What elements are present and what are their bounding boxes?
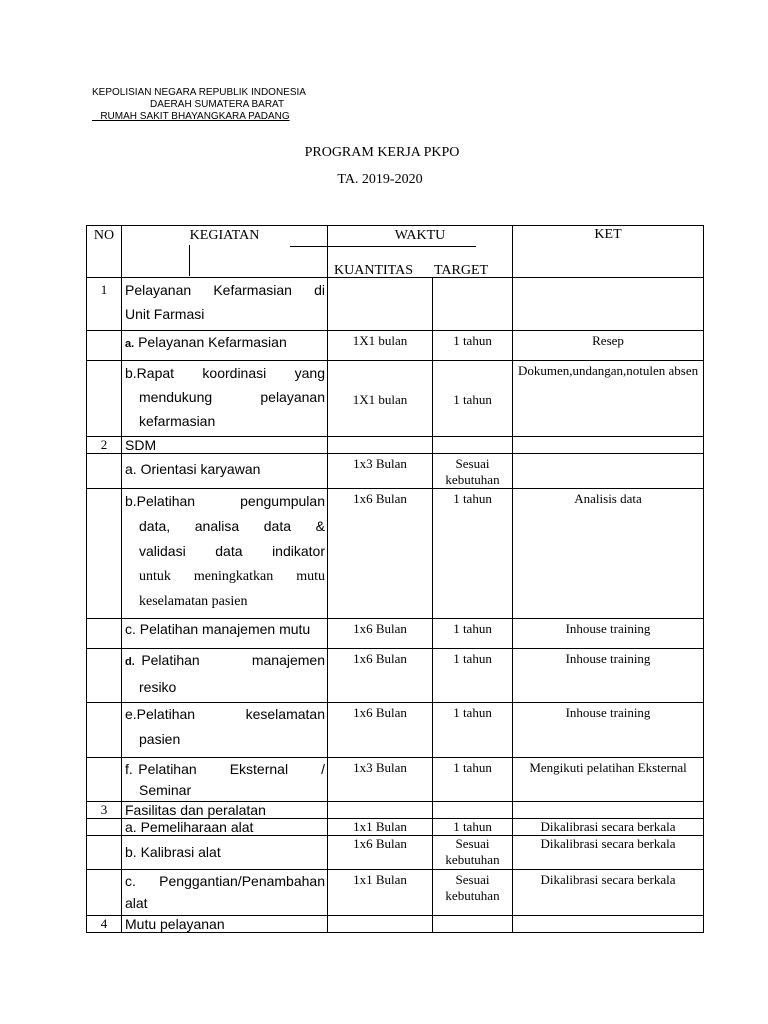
header-target: TARGET — [434, 263, 489, 278]
institution-line-1: KEPOLISIAN NEGARA REPUBLIK INDONESIA — [92, 87, 306, 98]
row-kegiatan — [122, 703, 328, 758]
row-kuantitas: 1X1 bulan — [328, 361, 433, 437]
row-kegiatan: a. Pemeliharaan alat — [122, 819, 328, 836]
row-no — [87, 758, 122, 802]
row-kuantitas: 1x6 Bulan — [328, 489, 433, 619]
kegiatan-line: f. Pelatihan Eksternal / — [125, 761, 325, 777]
institution-line-3: RUMAH SAKIT BHAYANGKARA PADANG — [92, 111, 290, 122]
table-row — [87, 331, 704, 361]
kegiatan-line: kefarmasian — [139, 413, 216, 429]
kegiatan-line — [125, 650, 325, 672]
row-target: Sesuai kebutuhan — [433, 454, 513, 489]
row-kuantitas — [328, 802, 433, 819]
kegiatan-line: mendukung pelayanan — [139, 389, 325, 405]
row-target: Sesuai kebutuhan — [433, 836, 513, 870]
row-target: 1 tahun — [433, 489, 513, 619]
row-no — [87, 489, 122, 619]
kegiatan-line: b.Rapat koordinasi yang — [125, 365, 325, 381]
row-ket — [513, 802, 704, 819]
table-row — [87, 454, 704, 489]
kegiatan-text: Pelayanan Kefarmasian — [138, 334, 287, 350]
kegiatan-line: c. Penggantian/Penambahan — [125, 873, 325, 889]
row-no — [87, 361, 122, 437]
row-ket: Inhouse training — [513, 619, 704, 649]
kegiatan-line: Unit Farmasi — [125, 306, 205, 322]
table-row — [87, 619, 704, 649]
table-row — [87, 649, 704, 703]
row-ket: Dokumen,undangan,notulen absen — [513, 361, 704, 437]
kegiatan-text: Pelatihan manajemen — [141, 652, 326, 668]
row-ket: Dikalibrasi secara berkala — [513, 819, 704, 836]
row-kuantitas — [328, 437, 433, 454]
row-kuantitas: 1x6 Bulan — [328, 703, 433, 758]
row-ket: Inhouse training — [513, 649, 704, 703]
row-no — [87, 836, 122, 870]
row-ket — [513, 454, 704, 489]
row-no — [87, 454, 122, 489]
row-no — [87, 649, 122, 703]
row-ket — [513, 278, 704, 331]
row-target: Sesuai kebutuhan — [433, 870, 513, 916]
row-target: 1 tahun — [433, 331, 513, 361]
row-target — [433, 802, 513, 819]
table-row — [87, 916, 704, 933]
row-no — [87, 819, 122, 836]
table-row — [87, 819, 704, 836]
row-no: 3 — [87, 802, 122, 819]
row-target: 1 tahun — [433, 703, 513, 758]
header-waktu-label: WAKTU — [394, 228, 446, 243]
row-target — [433, 916, 513, 933]
institution-line-2: DAERAH SUMATERA BARAT — [150, 99, 285, 110]
row-kegiatan — [122, 758, 328, 802]
program-table — [86, 225, 704, 933]
table-row — [87, 489, 704, 619]
row-kuantitas: 1x6 Bulan — [328, 619, 433, 649]
row-no: 2 — [87, 437, 122, 454]
row-ket: Inhouse training — [513, 703, 704, 758]
row-kuantitas: 1x1 Bulan — [328, 870, 433, 916]
kegiatan-line: data, analisa data & — [139, 518, 325, 534]
row-kuantitas: 1x3 Bulan — [328, 758, 433, 802]
kegiatan-line: untuk meningkatkan mutu — [139, 569, 325, 584]
kegiatan-line: b.Pelatihan pengumpulan — [125, 493, 325, 509]
row-kegiatan: a. Orientasi karyawan — [122, 454, 328, 489]
kegiatan-line: pasien — [139, 731, 181, 747]
table-row — [87, 437, 704, 454]
row-target — [433, 437, 513, 454]
row-kuantitas — [328, 278, 433, 331]
header-waktu — [328, 226, 513, 278]
row-target — [433, 278, 513, 331]
row-kegiatan — [122, 278, 328, 331]
row-kuantitas: 1x1 Bulan — [328, 819, 433, 836]
row-target: 1 tahun — [433, 758, 513, 802]
document-title: PROGRAM KERJA PKPO — [304, 145, 460, 160]
kegiatan-line: validasi data indikator — [139, 543, 325, 559]
table-row — [87, 703, 704, 758]
header-kegiatan-label: KEGIATAN — [189, 228, 260, 243]
header-no: NO — [87, 226, 122, 278]
row-ket: Mengikuti pelatihan Eksternal — [513, 758, 704, 802]
header-ket: KET — [513, 226, 704, 278]
row-no — [87, 870, 122, 916]
kegiatan-prefix: a. — [125, 338, 135, 350]
row-ket: Dikalibrasi secara berkala — [513, 836, 704, 870]
kegiatan-line: alat — [125, 895, 148, 911]
kegiatan-prefix: d. — [125, 656, 135, 668]
table-row — [87, 870, 704, 916]
row-kegiatan — [122, 489, 328, 619]
table-row — [87, 278, 704, 331]
row-kegiatan: Fasilitas dan peralatan — [122, 802, 328, 819]
row-ket: Dikalibrasi secara berkala — [513, 870, 704, 916]
row-kuantitas: 1x6 Bulan — [328, 836, 433, 870]
row-kuantitas — [328, 916, 433, 933]
kegiatan-line: keselamatan pasien — [139, 594, 248, 609]
row-kuantitas: 1x6 Bulan — [328, 649, 433, 703]
row-no: 1 — [87, 278, 122, 331]
document-year: TA. 2019-2020 — [337, 172, 423, 187]
row-kegiatan — [122, 870, 328, 916]
row-target: 1 tahun — [433, 819, 513, 836]
row-kegiatan: SDM — [122, 437, 328, 454]
row-ket — [513, 437, 704, 454]
row-kegiatan: b. Kalibrasi alat — [122, 836, 328, 870]
row-kuantitas: 1X1 bulan — [328, 331, 433, 361]
row-kegiatan: c. Pelatihan manajemen mutu — [122, 619, 328, 649]
table-row — [87, 836, 704, 870]
row-no — [87, 619, 122, 649]
row-no: 4 — [87, 916, 122, 933]
table-row — [87, 758, 704, 802]
row-target: 1 tahun — [433, 649, 513, 703]
row-target: 1 tahun — [433, 619, 513, 649]
kegiatan-line: resiko — [139, 679, 177, 695]
header-kegiatan — [122, 226, 328, 278]
row-ket: Analisis data — [513, 489, 704, 619]
row-kegiatan — [122, 331, 328, 361]
row-target: 1 tahun — [433, 361, 513, 437]
table-row — [87, 802, 704, 819]
kegiatan-line: Seminar — [139, 782, 192, 798]
row-no — [87, 331, 122, 361]
row-no — [87, 703, 122, 758]
kegiatan-line: e.Pelatihan keselamatan — [125, 706, 325, 722]
row-ket: Resep — [513, 331, 704, 361]
table-header-row — [87, 226, 704, 278]
row-kuantitas: 1x3 Bulan — [328, 454, 433, 489]
row-ket — [513, 916, 704, 933]
row-kegiatan: Mutu pelayanan — [122, 916, 328, 933]
table-row — [87, 361, 704, 437]
row-kegiatan — [122, 361, 328, 437]
kegiatan-line: Pelayanan Kefarmasian di — [125, 282, 325, 298]
row-kegiatan — [122, 649, 328, 703]
header-kuantitas: KUANTITAS — [334, 263, 413, 278]
